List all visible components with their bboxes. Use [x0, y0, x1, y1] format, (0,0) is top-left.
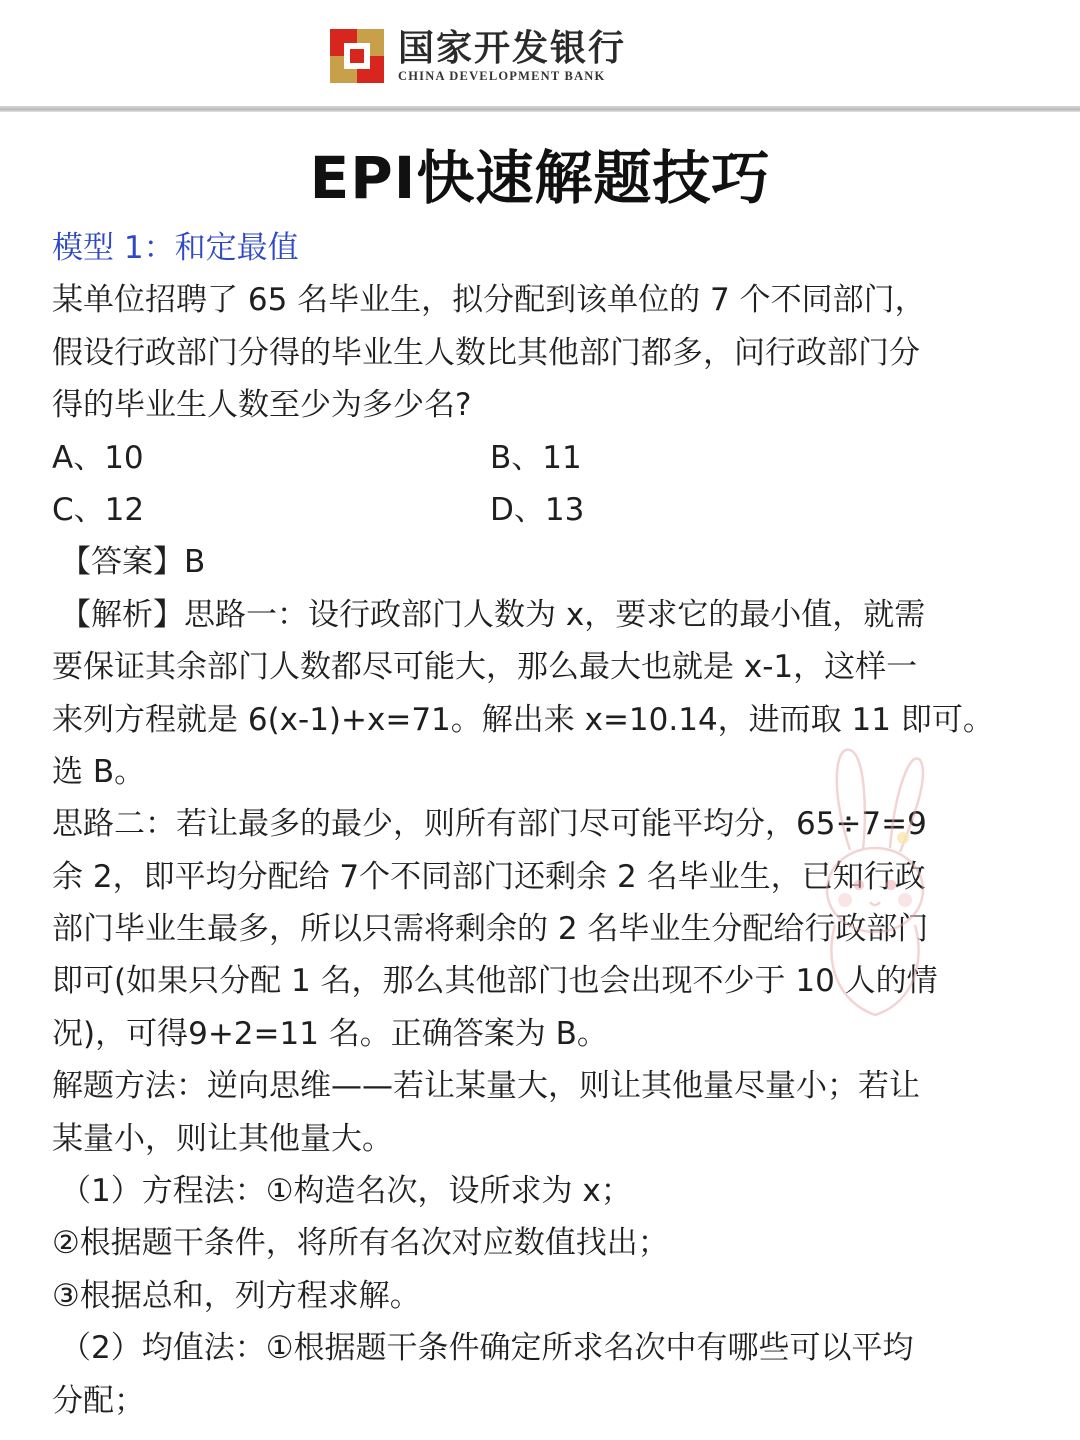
- logo-chinese-name: 国家开发银行: [398, 27, 627, 69]
- cdb-logo-icon: [330, 29, 384, 83]
- analysis-line: 况)，可得9+2=11 名。正确答案为 B。: [52, 1015, 608, 1052]
- page-title: EPI快速解题技巧: [309, 144, 771, 212]
- analysis-line: 解题方法：逆向思维——若让某量大，则让其他量尽量小；若让: [52, 1068, 920, 1105]
- question-line: 某单位招聘了 65 名毕业生，拟分配到该单位的 7 个不同部门，: [52, 282, 926, 319]
- header: [0, 0, 1080, 108]
- method-line: ③根据总和，列方程求解。: [52, 1277, 421, 1314]
- analysis-line: 思路二：若让最多的最少，则所有部门尽可能平均分，65÷7=9: [52, 806, 927, 843]
- option-a: A、10: [52, 439, 144, 476]
- method-line: ②根据题干条件，将所有名次对应数值找出；: [52, 1225, 669, 1262]
- analysis-line: 某量小，则让其他量大。: [52, 1120, 393, 1157]
- method-line: （2）均值法：①根据题干条件确定所求名次中有哪些可以平均: [60, 1330, 914, 1367]
- analysis-line: 选 B。: [52, 753, 146, 790]
- options-row: [52, 432, 1037, 484]
- option-c: C、12: [52, 491, 145, 528]
- analysis-line: 即可(如果只分配 1 名，那么其他部门也会出现不少于 10 人的情: [52, 963, 938, 1000]
- rabbit-watermark-icon: [795, 730, 945, 1030]
- analysis-line: 余 2，即平均分配给 7个不同部门还剩余 2 名毕业生，已知行政: [52, 858, 926, 895]
- analysis-line: 要保证其余部门人数都尽可能大，那么最大也就是 x-1，这样一: [52, 649, 918, 686]
- question-line: 假设行政部门分得的毕业生人数比其他部门都多，问行政部门分: [52, 334, 920, 371]
- analysis-line: 部门毕业生最多，所以只需将剩余的 2 名毕业生分配给行政部门: [52, 911, 929, 948]
- option-d: D、13: [490, 491, 585, 528]
- model-title: 模型 1：和定最值: [52, 230, 299, 266]
- method-line: （1）方程法：①构造名次，设所求为 x；: [60, 1173, 632, 1210]
- bank-logo: [330, 28, 626, 84]
- method-line: 分配；: [52, 1382, 145, 1419]
- analysis-line: 【解析】思路一：设行政部门人数为 x，要求它的最小值，就需: [60, 596, 926, 633]
- logo-english-name: CHINA DEVELOPMENT BANK: [398, 69, 606, 83]
- analysis-line: 来列方程就是 6(x-1)+x=71。解出来 x=10.14，进而取 11 即可。: [52, 701, 994, 738]
- answer-line: 【答案】B: [60, 544, 206, 581]
- header-divider: [0, 106, 1080, 112]
- options-row: [52, 484, 1037, 536]
- option-b: B、11: [490, 439, 582, 476]
- question-line: 得的毕业生人数至少为多少名?: [52, 387, 472, 424]
